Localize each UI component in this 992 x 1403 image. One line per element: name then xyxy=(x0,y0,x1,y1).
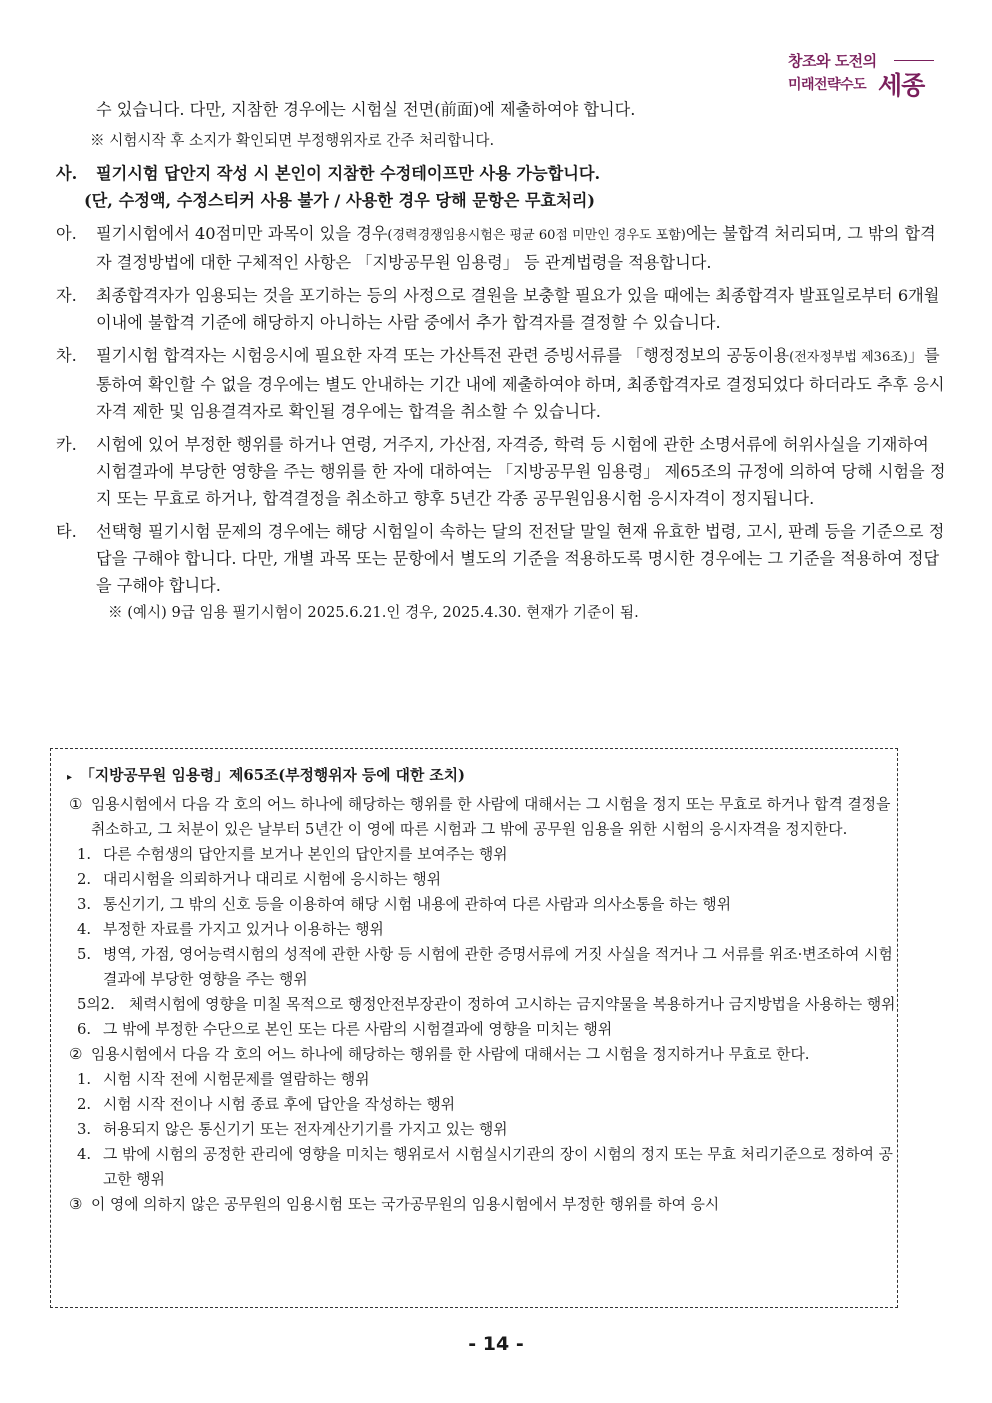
item-number: 3. xyxy=(77,1121,92,1138)
item-text: 시험 시작 전이나 시험 종료 후에 답안을 작성하는 행위 xyxy=(103,1096,456,1113)
item-marker: 아. xyxy=(56,224,77,243)
item-cha-small: (전자정부법 제36조) xyxy=(789,350,908,365)
logo-city-name: 세종 xyxy=(878,71,925,100)
clause-3-text: 이 영에 의하지 않은 공무원의 임용시험 또는 국가공무원의 임용시험에서 부정한 행위를 하여 응시 xyxy=(91,1196,720,1213)
item-number: 2. xyxy=(77,871,92,888)
clause-marker: ① xyxy=(69,796,83,813)
item-a-small: (경력경쟁임용시험은 평균 60점 미만인 경우도 포함) xyxy=(387,228,686,243)
item-sa xyxy=(56,160,946,187)
law-excerpt-title-text: 「지방공무원 임용령」제65조(부정행위자 등에 대한 조치) xyxy=(80,767,465,784)
clause-2-items xyxy=(65,1067,897,1192)
item-text: 그 밖에 부정한 수단으로 본인 또는 다른 사람의 시험결과에 영향을 미치는 행위 xyxy=(103,1021,613,1038)
clause-marker: ③ xyxy=(69,1196,83,1213)
logo-slogan-line2: 미래전략수도 xyxy=(788,77,867,93)
list-item xyxy=(65,1092,897,1117)
clause-1-item-6 xyxy=(65,1017,897,1042)
list-item xyxy=(65,942,897,992)
list-item xyxy=(65,1117,897,1142)
list-item xyxy=(65,842,897,867)
item-number: 5. xyxy=(77,946,92,963)
list-item xyxy=(65,892,897,917)
list-item xyxy=(65,867,897,892)
item-text: 통신기기, 그 밖의 신호 등을 이용하여 해당 시험 내용에 관하여 다른 사람과 의사소통을 하는 행위 xyxy=(103,896,732,913)
item-text: 대리시험을 의뢰하거나 대리로 시험에 응시하는 행위 xyxy=(103,871,441,888)
list-item xyxy=(65,1142,897,1192)
item-number: 5의2. xyxy=(77,996,115,1013)
clause-1-items xyxy=(65,842,897,992)
item-text: 그 밖에 시험의 공정한 관리에 영향을 미치는 행위로서 시험실시기관의 장이 시험의 정지 또는 무효 처리기준으로 정하여 공고한 행위 xyxy=(103,1146,893,1188)
item-number: 4. xyxy=(77,1146,92,1163)
clause-1-item-5-2 xyxy=(65,992,897,1017)
note-example: ※ (예시) 9급 임용 필기시험이 2025.6.21.인 경우, 2025.4.30. 현재가 기준이 됨. xyxy=(108,604,639,621)
clause-1-text: 임용시험에서 다음 각 호의 어느 하나에 해당하는 행위를 한 사람에 대해서는 그 시험을 정지 또는 무효로 하거나 합격 결정을 취소하고, 그 처분이 있은 날부터 5년간 이 영에 따른 시험과 그 밖에 공무원 임용을 위한 시험의 응시자격을 정지한다. xyxy=(91,796,891,838)
item-marker: 카. xyxy=(56,435,77,454)
law-excerpt-title xyxy=(67,763,897,790)
item-number: 3. xyxy=(77,896,92,913)
item-number: 6. xyxy=(77,1021,92,1038)
page-number: - 14 - xyxy=(468,1333,524,1355)
note-top: ※ 시험시작 후 소지가 확인되면 부정행위자로 간주 처리합니다. xyxy=(90,132,495,149)
item-number: 1. xyxy=(77,1071,92,1088)
paragraph-continuation: 수 있습니다. 다만, 지참한 경우에는 시험실 전면(前面)에 제출하여야 합니다. xyxy=(96,100,636,119)
item-number: 4. xyxy=(77,921,92,938)
item-ja-text: 최종합격자가 임용되는 것을 포기하는 등의 사정으로 결원을 보충할 필요가 있을 때에는 최종합격자 발표일로부터 6개월 이내에 불합격 기준에 해당하지 아니하는 사람 중에서 추가 합격자를 결정할 수 있습니다. xyxy=(96,286,940,332)
item-cha-text1: 필기시험 합격자는 시험응시에 필요한 자격 또는 가산특전 관련 증빙서류를 「행정정보의 공동이용 xyxy=(96,346,790,365)
item-marker: 차. xyxy=(56,346,77,365)
sejong-logo xyxy=(776,50,936,100)
item-text: 시험 시작 전에 시험문제를 열람하는 행위 xyxy=(103,1071,370,1088)
item-ja xyxy=(56,282,946,336)
item-text: 부정한 자료를 가지고 있거나 이용하는 행위 xyxy=(103,921,384,938)
item-marker: 타. xyxy=(56,522,77,541)
item-ta xyxy=(56,518,946,599)
list-item xyxy=(65,917,897,942)
clause-2-text: 임용시험에서 다음 각 호의 어느 하나에 해당하는 행위를 한 사람에 대해서는 그 시험을 정지하거나 무효로 한다. xyxy=(91,1046,810,1063)
item-marker: 자. xyxy=(56,286,77,305)
item-cha-text2: 」를 통하여 확인할 수 없을 경우에는 별도 안내하는 기간 내에 제출하여야 하며, 최종합격자로 결정되었다 하더라도 추후 응시자격 제한 및 임용결격자로 확인될 경우에는 합격을 취소할 수 있습니다. xyxy=(96,346,945,421)
list-item xyxy=(65,1067,897,1092)
item-number: 1. xyxy=(77,846,92,863)
clause-3 xyxy=(65,1192,897,1217)
logo-slogan-line1: 창조와 도전의 xyxy=(788,52,877,70)
item-sa-text: 필기시험 답안지 작성 시 본인이 지참한 수정테이프만 사용 가능합니다. xyxy=(96,164,601,183)
item-a-text2: 에는 불합격 처리되며, 그 밖의 합격자 결정방법에 대한 구체적인 사항은 「지방공무원 임용령」 등 관계법령을 적용합니다. xyxy=(96,224,936,272)
item-ka-text: 시험에 있어 부정한 행위를 하거나 연령, 거주지, 가산점, 자격증, 학력 등 시험에 관한 소명서류에 허위사실을 기재하여 시험결과에 부당한 영향을 주는 행위를 한 자에 대하여는 「지방공무원 임용령」 제65조의 규정에 의하여 당해 시험을 정지 또는 무효로 하거나, 합격결정을 취소하고 향후 5년간 각종 공무원임용시험 응시자격이 정지됩니다. xyxy=(96,435,946,508)
clause-1 xyxy=(65,792,897,842)
law-excerpt-box xyxy=(50,748,898,1308)
item-ta-text: 선택형 필기시험 문제의 경우에는 해당 시험일이 속하는 달의 전전달 말일 현재 유효한 법령, 고시, 판례 등을 기준으로 정답을 구해야 합니다. 다만, 개별 과목 또는 문항에서 별도의 기준을 적용하도록 명시한 경우에는 그 기준을 적용하여 정답을 구해야 합니다. xyxy=(96,522,945,595)
document-body xyxy=(56,96,946,626)
clause-2 xyxy=(65,1042,897,1067)
item-a-text1: 필기시험에서 40점미만 과목이 있을 경우 xyxy=(96,224,388,243)
item-marker: 사. xyxy=(56,164,78,183)
clause-marker: ② xyxy=(69,1046,83,1063)
item-text: 허용되지 않은 통신기기 또는 전자계산기기를 가지고 있는 행위 xyxy=(103,1121,508,1138)
item-cha xyxy=(56,342,946,425)
item-ka xyxy=(56,431,946,512)
logo-rule xyxy=(894,60,934,61)
triangle-bullet-icon: ▸ xyxy=(67,772,73,783)
item-sa-subtext: (단, 수정액, 수정스티커 사용 불가 / 사용한 경우 당해 문항은 무효처리) xyxy=(84,191,596,210)
item-text: 병역, 가점, 영어능력시험의 성적에 관한 사항 등 시험에 관한 증명서류에 거짓 사실을 적거나 그 서류를 위조·변조하여 시험결과에 부당한 영향을 주는 행위 xyxy=(103,946,893,988)
item-number: 2. xyxy=(77,1096,92,1113)
item-a xyxy=(56,220,946,276)
item-text: 체력시험에 영향을 미칠 목적으로 행정안전부장관이 정하여 고시하는 금지약물을 복용하거나 금지방법을 사용하는 행위 xyxy=(129,996,896,1013)
item-text: 다른 수험생의 답안지를 보거나 본인의 답안지를 보여주는 행위 xyxy=(103,846,508,863)
